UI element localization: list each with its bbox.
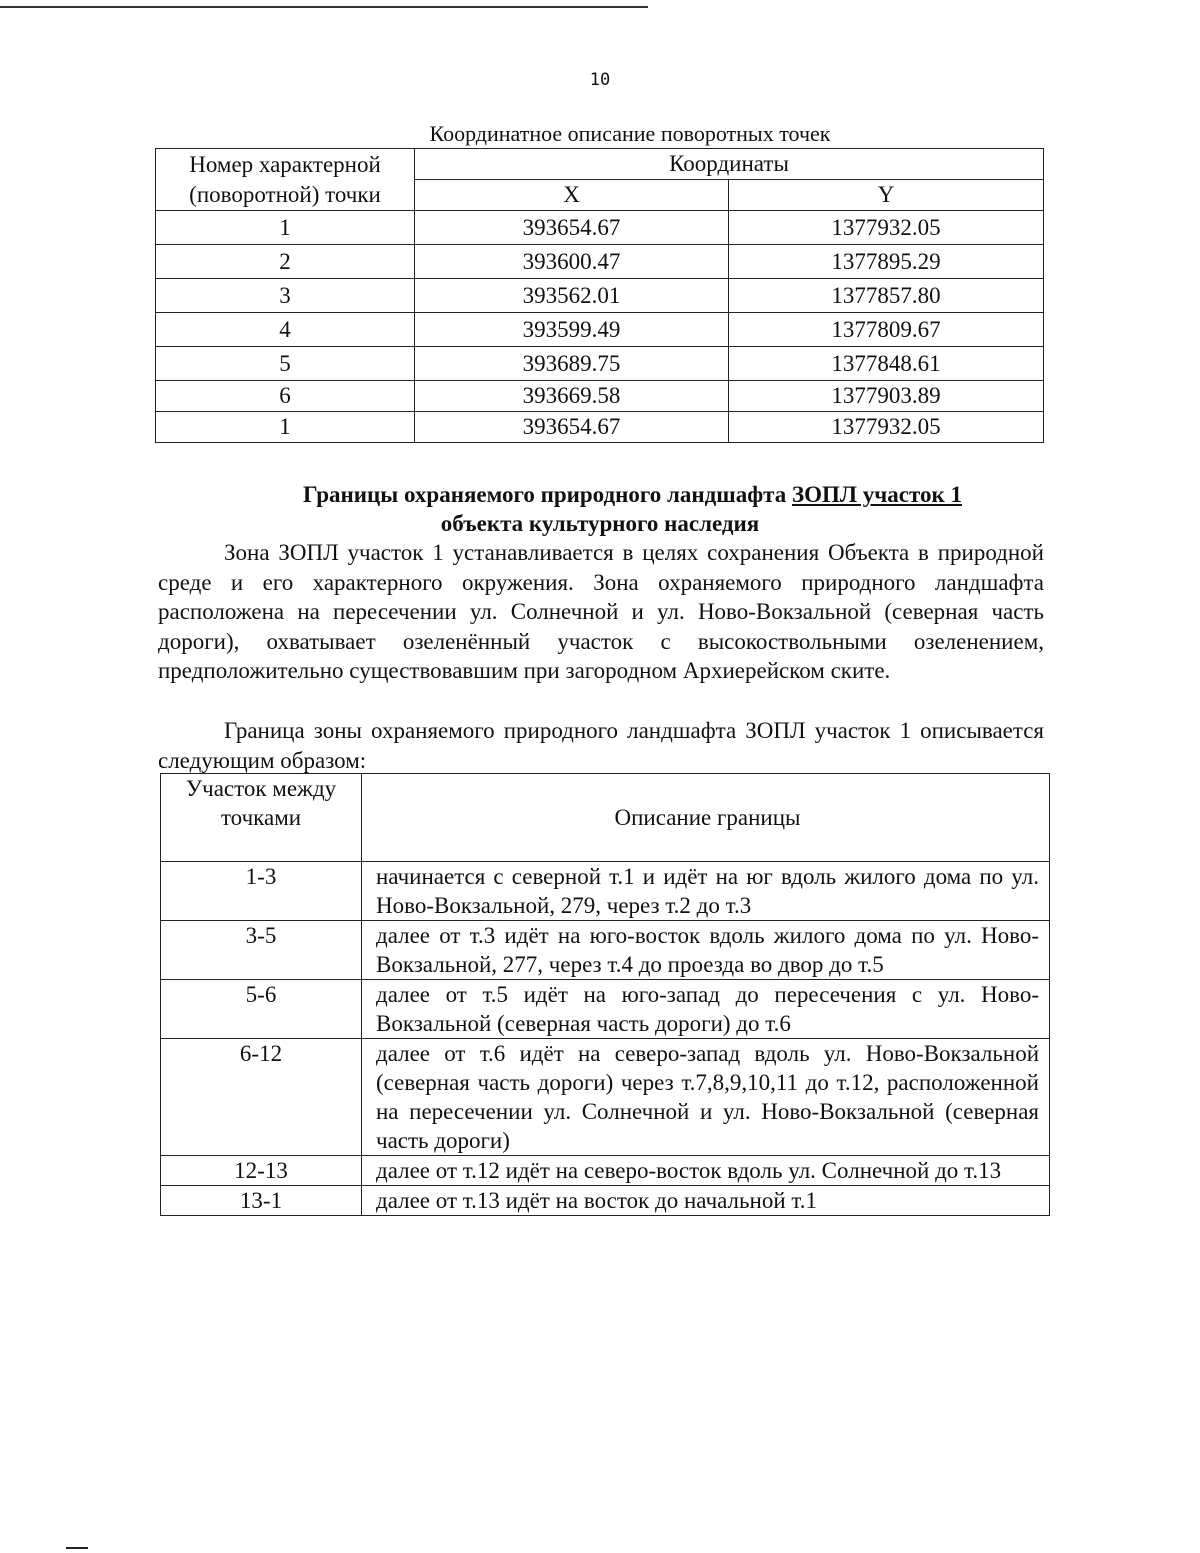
table-row bbox=[161, 921, 1050, 980]
heading-text: Границы охраняемого природного ландшафта bbox=[303, 482, 792, 507]
table-row bbox=[156, 211, 1044, 245]
point-cell: 1 bbox=[156, 211, 415, 245]
heading-zone-name: ЗОПЛ участок 1 bbox=[791, 482, 962, 507]
description-cell: далее от т.5 идёт на юго-запад до пересечения с ул. Ново-Вокзальной (северная часть дороги) до т.6 bbox=[362, 980, 1050, 1039]
header-description: Описание границы bbox=[362, 774, 1050, 862]
y-cell: 1377895.29 bbox=[729, 245, 1044, 279]
segment-cell: 5-6 bbox=[161, 980, 362, 1039]
x-cell: 393689.75 bbox=[415, 347, 729, 381]
segment-cell: 13-1 bbox=[161, 1186, 362, 1216]
segment-cell: 3-5 bbox=[161, 921, 362, 980]
coordinates-header-row bbox=[156, 149, 1044, 180]
description-cell: далее от т.6 идёт на северо-запад вдоль ул. Ново-Вокзальной (северная часть дороги) через т.7,8,9,10,11 до т.12, расположенной на пересечении ул. Солнечной и ул. Ново-Вокзальной (северная часть дороги) bbox=[362, 1039, 1050, 1156]
table-row bbox=[161, 1156, 1050, 1186]
scan-edge-line bbox=[0, 6, 648, 8]
point-cell: 2 bbox=[156, 245, 415, 279]
segment-cell: 12-13 bbox=[161, 1156, 362, 1186]
table-row bbox=[156, 381, 1044, 412]
table-row bbox=[161, 862, 1050, 921]
y-cell: 1377809.67 bbox=[729, 313, 1044, 347]
y-cell: 1377932.05 bbox=[729, 211, 1044, 245]
segment-cell: 1-3 bbox=[161, 862, 362, 921]
x-cell: 393600.47 bbox=[415, 245, 729, 279]
point-cell: 1 bbox=[156, 412, 415, 443]
point-cell: 3 bbox=[156, 279, 415, 313]
zone-description-paragraph: Зона ЗОПЛ участок 1 устанавливается в целях сохранения Объекта в природной среде и его характерного окружения. Зона охраняемого природного ландшафта расположена на пересечении ул. Солнечной и ул. Ново-Вокзальной (северная часть дороги), охватывает озеленённый участок с высокоствольными озеленением, предположительно существовавшим при загородном Архиерейском ските. bbox=[158, 540, 1044, 683]
section-heading bbox=[0, 480, 1200, 538]
boundary-intro-paragraph: Граница зоны охраняемого природного ландшафта ЗОПЛ участок 1 описывается следующим образом: bbox=[158, 718, 1044, 773]
boundary-header-row bbox=[161, 774, 1050, 862]
table-row bbox=[156, 313, 1044, 347]
coordinates-table-caption: Координатное описание поворотных точек bbox=[429, 121, 831, 146]
header-x: X bbox=[415, 180, 729, 211]
point-cell: 6 bbox=[156, 381, 415, 412]
section-heading-line2: объекта культурного наследия bbox=[440, 511, 760, 536]
table-row bbox=[156, 412, 1044, 443]
x-cell: 393562.01 bbox=[415, 279, 729, 313]
description-cell: начинается с северной т.1 и идёт на юг вдоль жилого дома по ул. Ново-Вокзальной, 279, через т.2 до т.3 bbox=[362, 862, 1050, 921]
y-cell: 1377848.61 bbox=[729, 347, 1044, 381]
table-row bbox=[156, 347, 1044, 381]
header-coordinates: Координаты bbox=[415, 149, 1044, 180]
header-point-number: Номер характерной (поворотной) точки bbox=[156, 149, 415, 211]
page-number: 10 bbox=[589, 70, 611, 90]
point-cell: 5 bbox=[156, 347, 415, 381]
header-y: Y bbox=[729, 180, 1044, 211]
x-cell: 393654.67 bbox=[415, 211, 729, 245]
table-row bbox=[161, 1039, 1050, 1156]
scan-edge-mark bbox=[66, 1547, 88, 1549]
y-cell: 1377903.89 bbox=[729, 381, 1044, 412]
table-row bbox=[161, 1186, 1050, 1216]
description-cell: далее от т.13 идёт на восток до начальной т.1 bbox=[362, 1186, 1050, 1216]
x-cell: 393599.49 bbox=[415, 313, 729, 347]
header-segment: Участок между точками bbox=[161, 774, 362, 862]
y-cell: 1377857.80 bbox=[729, 279, 1044, 313]
table-row bbox=[156, 279, 1044, 313]
table-row bbox=[156, 245, 1044, 279]
segment-cell: 6-12 bbox=[161, 1039, 362, 1156]
description-cell: далее от т.12 идёт на северо-восток вдоль ул. Солнечной до т.13 bbox=[362, 1156, 1050, 1186]
table-row bbox=[161, 980, 1050, 1039]
description-cell: далее от т.3 идёт на юго-восток вдоль жилого дома по ул. Ново-Вокзальной, 277, через т.4 до проезда во двор до т.5 bbox=[362, 921, 1050, 980]
x-cell: 393669.58 bbox=[415, 381, 729, 412]
y-cell: 1377932.05 bbox=[729, 412, 1044, 443]
section-heading-line1 bbox=[0, 480, 1200, 509]
boundary-table bbox=[160, 773, 1050, 1216]
x-cell: 393654.67 bbox=[415, 412, 729, 443]
point-cell: 4 bbox=[156, 313, 415, 347]
coordinates-table bbox=[155, 148, 1044, 443]
